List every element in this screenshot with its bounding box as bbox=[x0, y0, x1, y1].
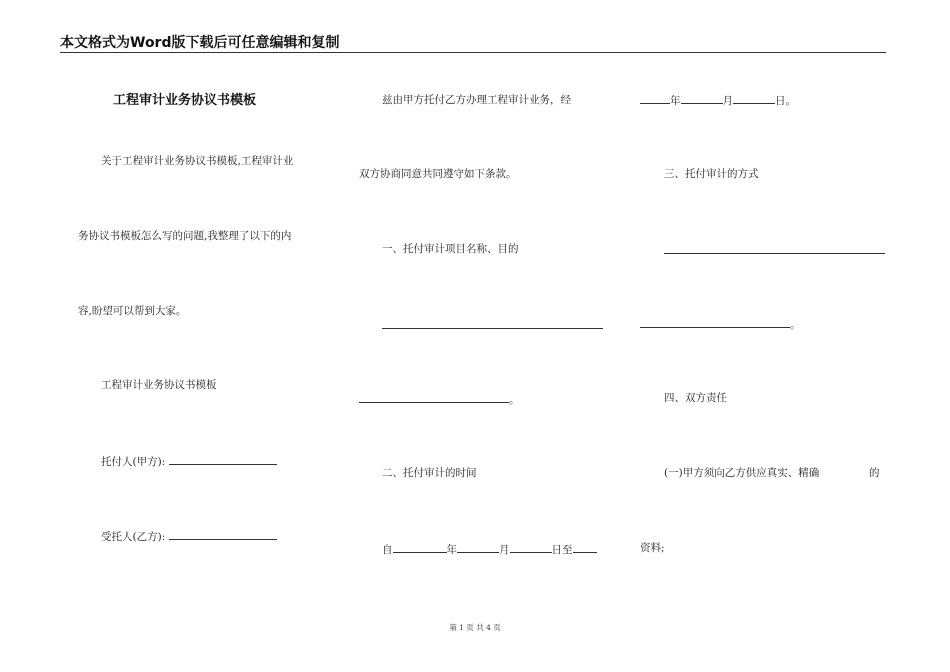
duty-1-line: (一)甲方须向乙方供应真实、精确 bbox=[664, 467, 820, 479]
para-line-2: 双方协商同意共同遵守如下条款。 bbox=[359, 168, 517, 180]
client-label: 托付人(甲方): bbox=[101, 456, 166, 468]
agent-blank bbox=[169, 528, 277, 540]
end-day-label: 日。 bbox=[775, 95, 796, 107]
end-year-blank bbox=[640, 92, 670, 104]
intro-line-2: 务协议书模板怎么写的问题,我整理了以下的内 bbox=[78, 230, 292, 242]
para-line-1: 兹由甲方托付乙方办理工程审计业务，经 bbox=[382, 94, 571, 106]
section-4-heading: 四、双方责任 bbox=[664, 392, 727, 404]
month-label: 月 bbox=[499, 544, 510, 556]
section-3-heading: 三、托付审计的方式 bbox=[664, 168, 759, 180]
end-year-blank-start bbox=[573, 541, 597, 553]
section-1-heading: 一、托付审计项目名称、目的 bbox=[382, 243, 519, 255]
date-range-start bbox=[382, 541, 597, 557]
end-year-label: 年 bbox=[670, 95, 681, 107]
intro-line-3: 容,盼望可以帮到大家。 bbox=[78, 305, 187, 317]
end-month-blank bbox=[681, 92, 723, 104]
section-1-blank-tail bbox=[359, 391, 520, 407]
end-month-label: 月 bbox=[722, 95, 733, 107]
duty-1-tail: 的 bbox=[869, 467, 880, 479]
subtitle: 工程审计业务协议书模板 bbox=[101, 379, 217, 391]
section-1-blank-short bbox=[359, 391, 509, 403]
document-title: 工程审计业务协议书模板 bbox=[113, 93, 257, 108]
start-day-blank bbox=[510, 541, 552, 553]
section-3-blank-short bbox=[640, 316, 790, 328]
section-3-period: 。 bbox=[790, 319, 801, 331]
section-1-blank-line bbox=[382, 328, 603, 329]
client-blank bbox=[169, 453, 277, 465]
client-field bbox=[101, 453, 277, 469]
from-label: 自 bbox=[382, 544, 393, 556]
document-header-title: 本文格式为Word版下载后可任意编辑和复制 bbox=[60, 35, 340, 51]
section-1-period: 。 bbox=[509, 394, 520, 406]
agent-label: 受托人(乙方): bbox=[101, 531, 166, 543]
intro-line-1: 关于工程审计业务协议书模板,工程审计业 bbox=[101, 155, 294, 167]
header-divider bbox=[60, 52, 886, 53]
page-footer: 第 1 页 共 4 页 bbox=[449, 623, 501, 632]
day-to-label: 日至 bbox=[551, 544, 573, 556]
section-3-blank-tail bbox=[640, 316, 801, 332]
start-year-blank bbox=[393, 541, 447, 553]
end-day-blank bbox=[733, 92, 775, 104]
section-3-blank-line bbox=[664, 253, 885, 254]
duty-1-continued: 资料; bbox=[640, 542, 665, 554]
agent-field bbox=[101, 528, 277, 544]
date-range-end bbox=[640, 92, 796, 108]
section-2-heading: 二、托付审计的时间 bbox=[382, 467, 477, 479]
start-month-blank bbox=[457, 541, 499, 553]
year-label: 年 bbox=[446, 544, 457, 556]
